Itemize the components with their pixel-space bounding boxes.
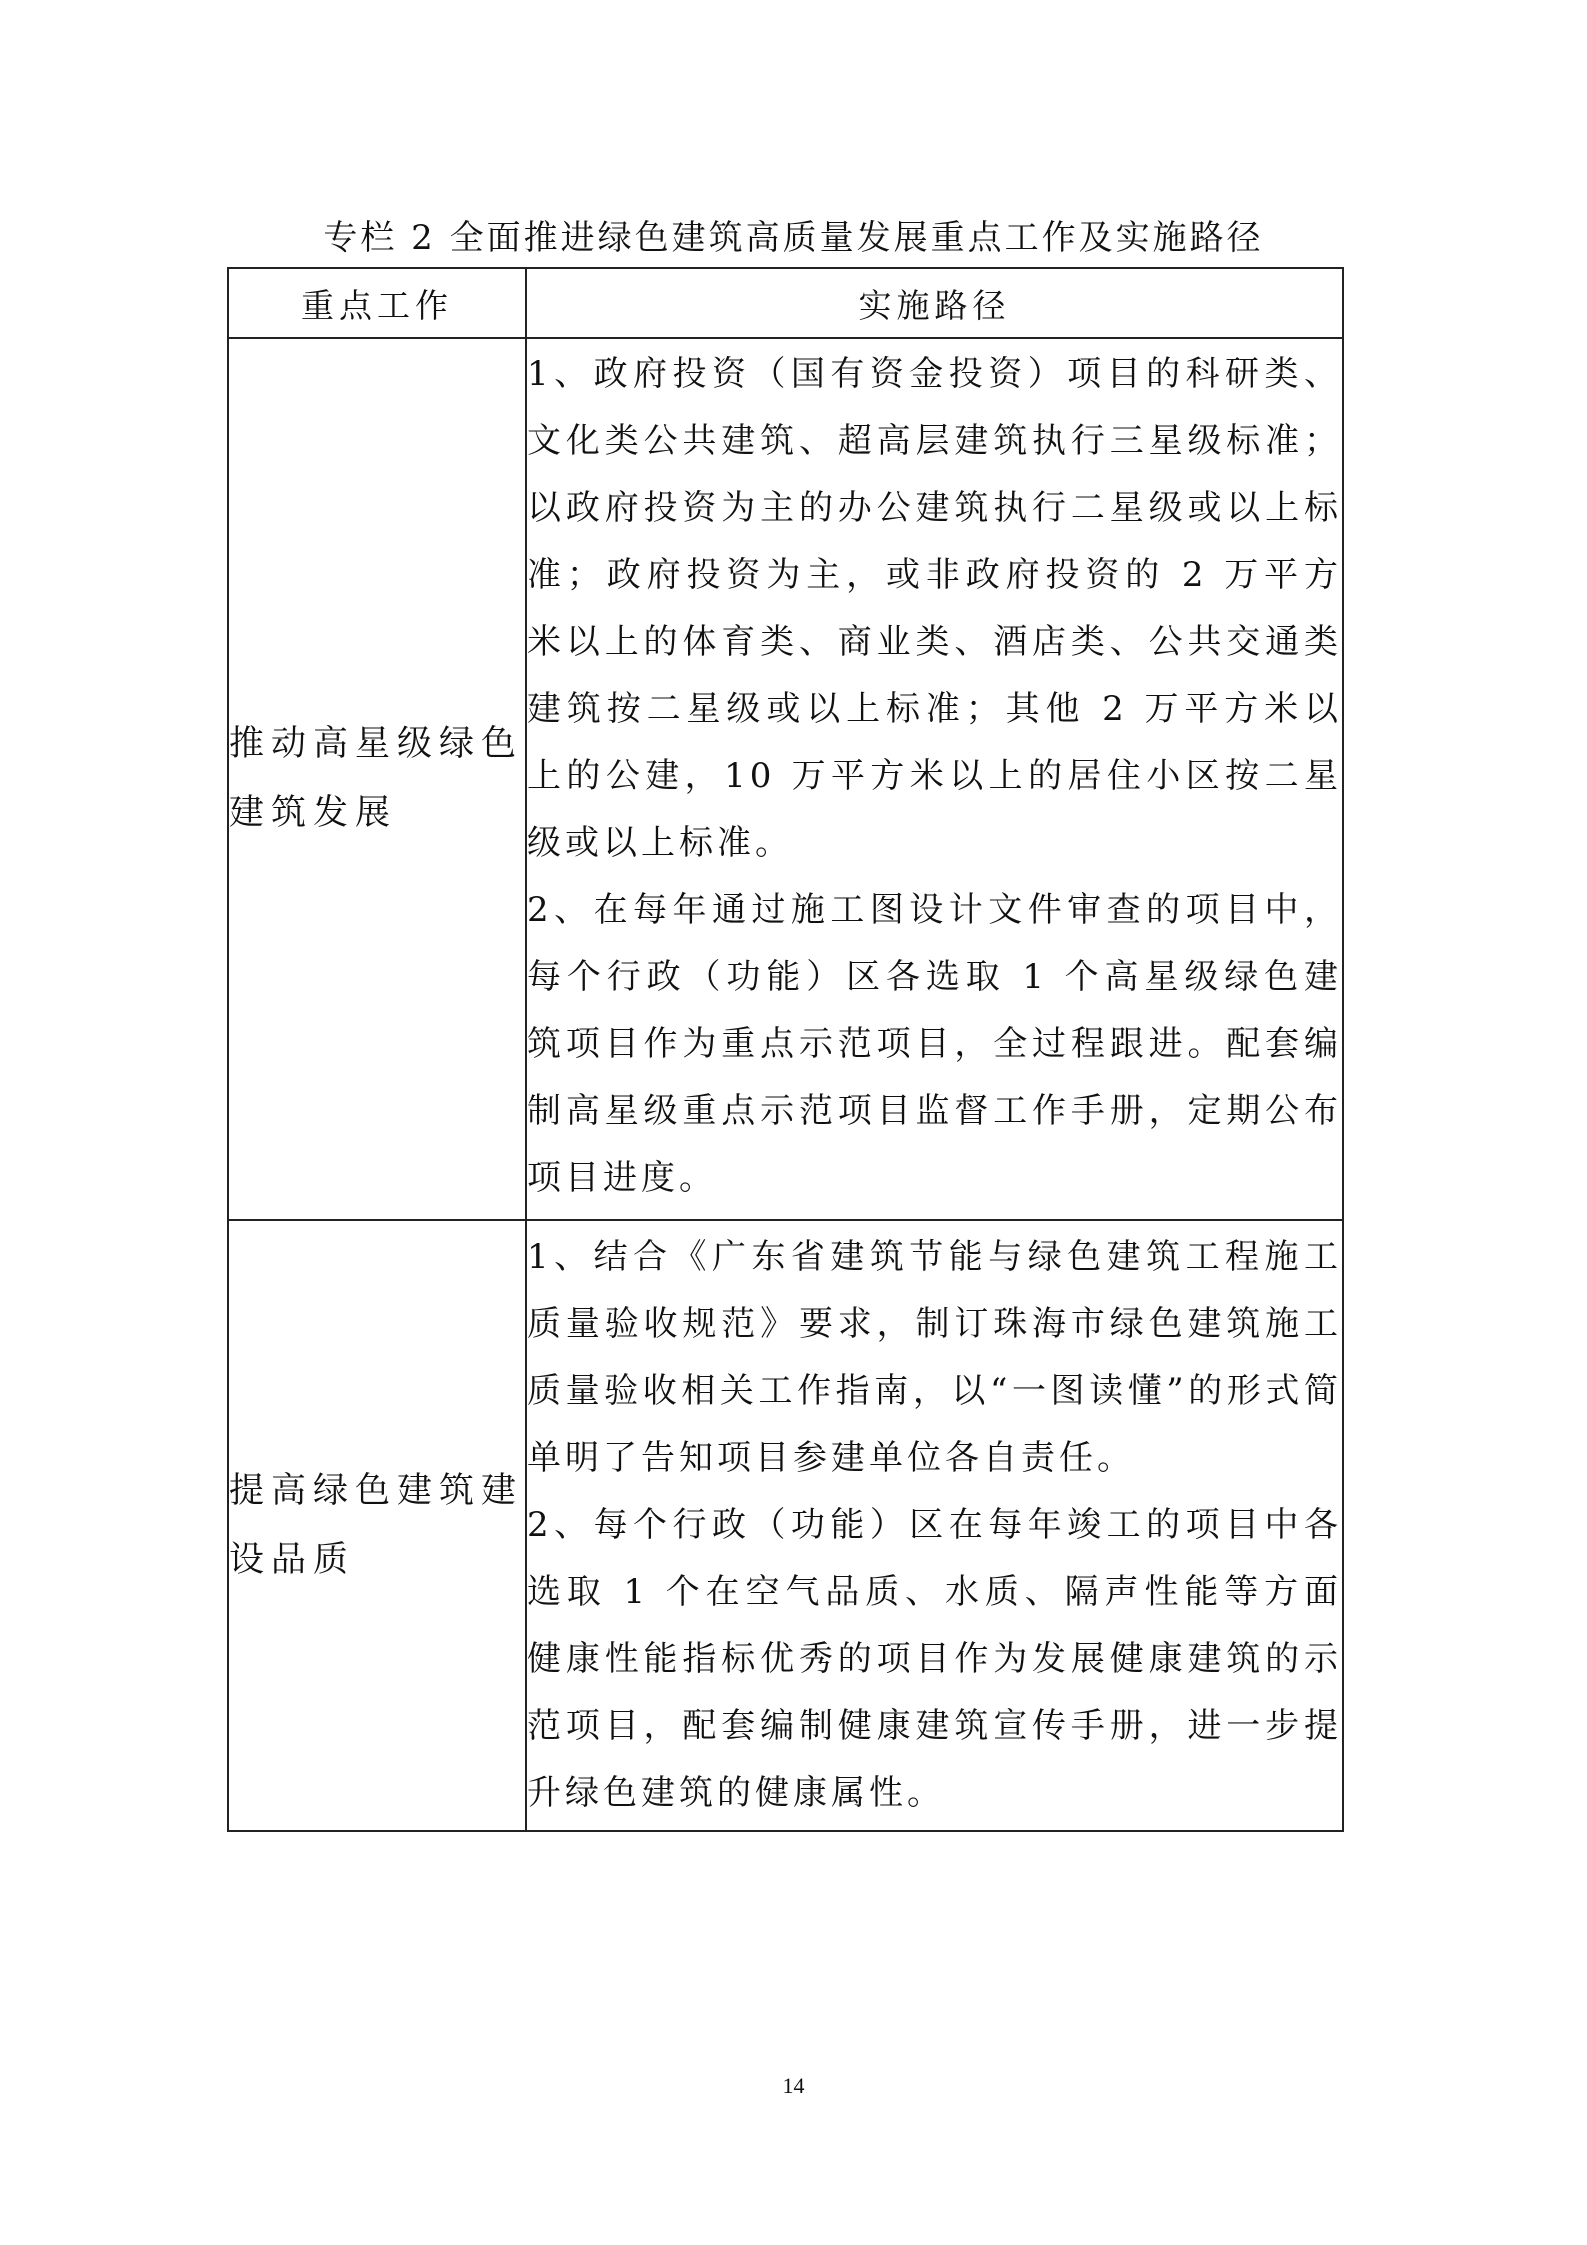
step-paragraph: 1、政府投资（国有资金投资）项目的科研类、文化类公共建筑、超高层建筑执行三星级标准；以政府投资为主的办公建筑执行二星级或以上标准；政府投资为主，或非政府投资的 2 万平方米以上的体育类、商业类、酒店类、公共交通类建筑按二星级或以上标准；其他 2 万平方米以上的公建，10 万平方米以上的居住小区按二星级或以上标准。 — [527, 354, 1342, 863]
steps-cell — [526, 338, 1343, 1220]
table-row — [228, 1220, 1343, 1831]
column-title: 专栏 2 全面推进绿色建筑高质量发展重点工作及实施路径 — [323, 218, 1264, 258]
steps-cell — [526, 1220, 1343, 1831]
header-key-work: 重点工作 — [228, 268, 526, 338]
table-header-row — [228, 268, 1343, 338]
page-number: 14 — [782, 2073, 805, 2098]
step-paragraph: 2、在每年通过施工图设计文件审查的项目中，每个行政（功能）区各选取 1 个高星级绿色建筑项目作为重点示范项目，全过程跟进。配套编制高星级重点示范项目监督工作手册，定期公布项目进度。 — [527, 890, 1342, 1198]
header-implementation-path: 实施路径 — [526, 268, 1343, 338]
step-paragraph: 2、每个行政（功能）区在每年竣工的项目中各选取 1 个在空气品质、水质、隔声性能等方面健康性能指标优秀的项目作为发展健康建筑的示范项目，配套编制健康建筑宣传手册，进一步提升绿色建筑的健康属性。 — [527, 1505, 1342, 1813]
task-cell: 提高绿色建筑建设品质 — [228, 1220, 526, 1831]
table-row — [228, 338, 1343, 1220]
key-work-table — [227, 267, 1344, 1832]
task-cell: 推动高星级绿色建筑发展 — [228, 338, 526, 1220]
step-paragraph: 1、结合《广东省建筑节能与绿色建筑工程施工质量验收规范》要求，制订珠海市绿色建筑施工质量验收相关工作指南，以“一图读懂”的形式简单明了告知项目参建单位各自责任。 — [527, 1237, 1342, 1478]
